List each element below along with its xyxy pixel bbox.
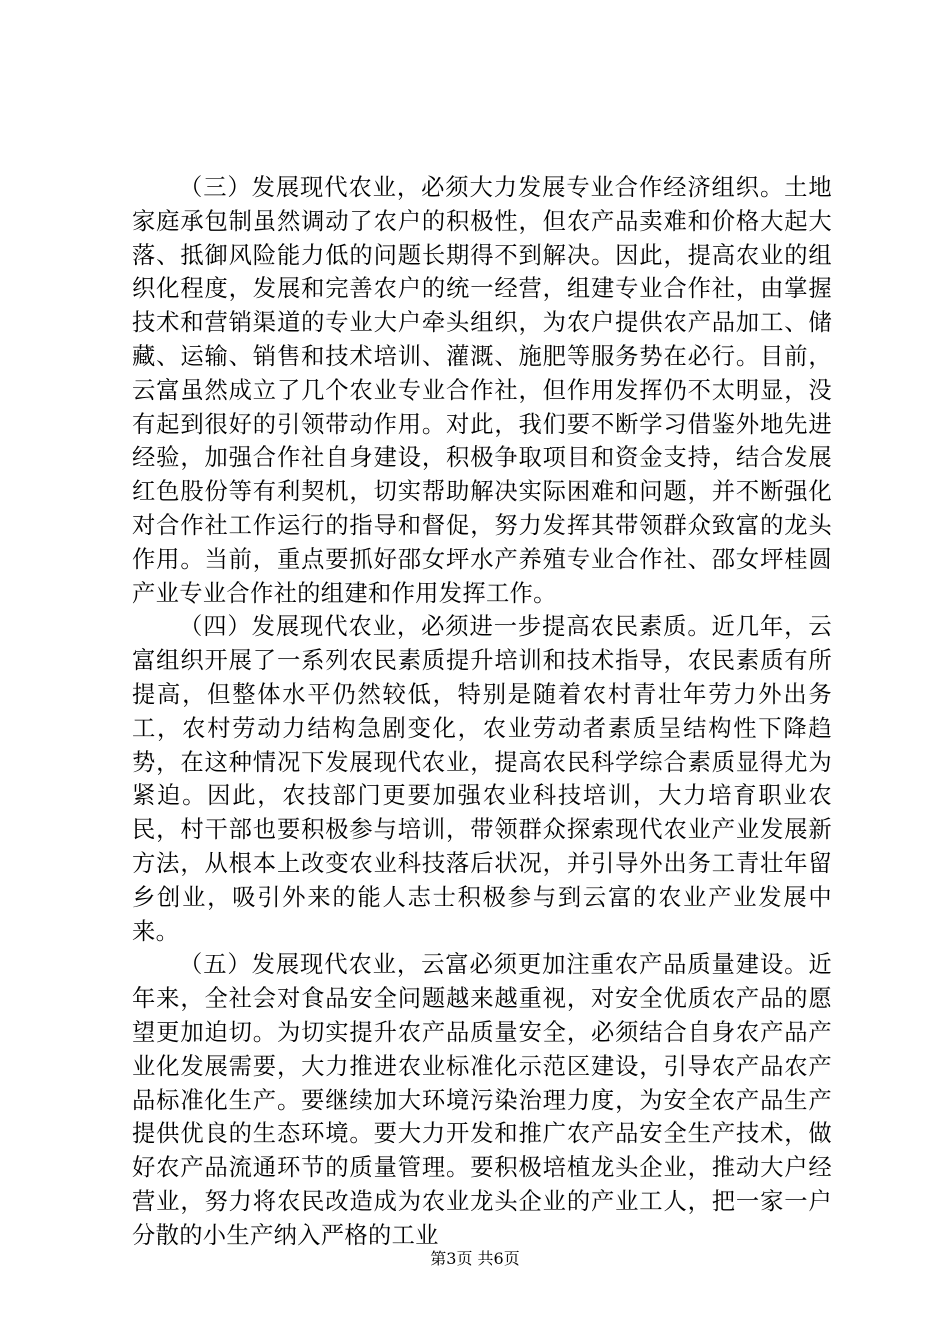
paragraph-3: （三）发展现代农业，必须大力发展专业合作经济组织。土地家庭承包制虽然调动了农户的积极性，但农产品卖难和价格大起大落、抵御风险能力低的问题长期得不到解决。因此，提高农业的组织化程度，发展和完善农户的统一经营，组建专业合作社，由掌握技术和营销渠道的专业大户牵头组织，为农户提供农产品加工、储藏、运输、销售和技术培训、灌溉、施肥等服务势在必行。目前，云富虽然成立了几个农业专业合作社，但作用发挥仍不太明显，没有起到很好的引领带动作用。对此，我们要不断学习借鉴外地先进经验，加强合作社自身建设，积极争取项目和资金支持，结合发展红色股份等有利契机，切实帮助解决实际困难和问题，并不断强化对合作社工作运行的指导和督促，努力发挥其带领群众致富的龙头作用。当前，重点要抓好邵女坪水产养殖专业合作社、邵女坪桂圆产业专业合作社的组建和作用发挥工作。 bbox=[132, 174, 832, 607]
page-number-footer: 第3页 共6页 bbox=[430, 1249, 520, 1268]
document-body bbox=[132, 171, 832, 1253]
paragraph-4: （四）发展现代农业，必须进一步提高农民素质。近几年，云富组织开展了一系列农民素质提升培训和技术指导，农民素质有所提高，但整体水平仍然较低，特别是随着农村青壮年劳力外出务工，农村劳动力结构急剧变化，农业劳动者素质呈结构性下降趋势，在这种情况下发展现代农业，提高农民科学综合素质显得尤为紧迫。因此，农技部门更要加强农业科技培训，大力培育职业农民，村干部也要积极参与培训，带领群众探索现代农业产业发展新方法，从根本上改变农业科技落后状况，并引导外出务工青壮年留乡创业，吸引外来的能人志士积极参与到云富的农业产业发展中来。 bbox=[132, 613, 832, 945]
paragraph-5: （五）发展现代农业，云富必须更加注重农产品质量建设。近年来，全社会对食品安全问题越来越重视，对安全优质农产品的愿望更加迫切。为切实提升农产品质量安全，必须结合自身农产品产业化发展需要，大力推进农业标准化示范区建设，引导农产品农产品标准化生产。要继续加大环境污染治理力度，为安全农产品生产提供优良的生态环境。要大力开发和推广农产品安全生产技术，做好农产品流通环节的质量管理。要积极培植龙头企业，推动大户经营业，努力将农民改造成为农业龙头企业的产业工人，把一家一户分散的小生产纳入严格的工业 bbox=[132, 951, 832, 1249]
